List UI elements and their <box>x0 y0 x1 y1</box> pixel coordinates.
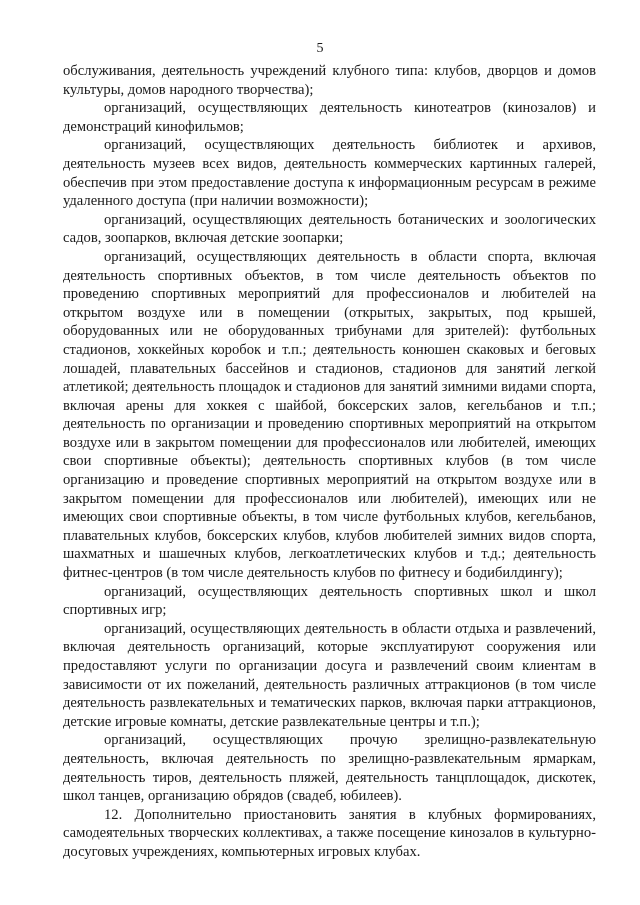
paragraph-libraries-museums: организаций, осуществляющих деятельность библиотек и архивов, деятельность музеев всех видов, деятельность коммерческих картинных галерей, обеспечив при этом предоставление доступа к информационным ресурсам в режиме удаленного доступа (при наличии возможности); <box>63 137 596 210</box>
document-body <box>63 62 596 862</box>
paragraph-zoos: организаций, осуществляющих деятельность ботанических и зоологических садов, зоопарков, включая детские зоопарки; <box>63 211 596 247</box>
page-number: 5 <box>316 41 324 56</box>
paragraph-sports: организаций, осуществляющих деятельность в области спорта, включая деятельность спортивных объектов, в том числе деятельность объектов по проведению спортивных мероприятий для профессионалов и любителей на открытом воздухе или в помещении (открытых, закрытых, под крышей, оборудованных или не оборудованных трибунами для зрителей): футбольных стадионов, хоккейных коробок и т.п.; деятельность конюшен скаковых и беговых лошадей, плавательных бассейнов и стадионов, стадионов для занятий легкой атлетикой; деятельность площадок и стадионов для занятий зимними видами спорта, включая арены для хоккея с шайбой, боксерских залов, кегельбанов и т.п.; деятельность по организации и проведению спортивных мероприятий на открытом воздухе или в закрытом помещении для профессионалов или любителей, имеющих свои спортивные объекты); деятельность спортивных клубов (в том числе организацию и проведение спортивных мероприятий на открытом воздухе или в закрытом помещении для профессионалов или любителей), имеющих или не имеющих свои спортивные объекты, в том числе футбольных клубов, кегельбанов, плавательных клубов, боксерских клубов, клубов любителей зимних видов спорта, шахматных и шашечных клубов, легкоатлетических клубов и т.д.; деятельность фитнес-центров (в том числе деятельность клубов по фитнесу и бодибилдингу); <box>63 248 596 582</box>
paragraph-entertainment: организаций, осуществляющих прочую зрелищно-развлекательную деятельность, включая деятельность по зрелищно-развлекательным ярмаркам, деятельность тиров, деятельность пляжей, деятельность танцплощадок, дискотек, школ танцев, организацию обрядов (свадеб, юбилеев). <box>63 732 596 805</box>
paragraph-cinemas: организаций, осуществляющих деятельность кинотеатров (кинозалов) и демонстраций кинофильмов; <box>63 100 596 135</box>
paragraph-continuation: обслуживания, деятельность учреждений клубного типа: клубов, дворцов и домов культуры, домов народного творчества); <box>63 63 596 98</box>
paragraph-sports-schools: организаций, осуществляющих деятельность спортивных школ и школ спортивных игр; <box>63 583 596 619</box>
paragraph-recreation: организаций, осуществляющих деятельность в области отдыха и развлечений, включая деятельность организаций, которые эксплуатируют сооружения или предоставляют услуги по организации досуга и развлечений своим клиентам в зависимости от их пожеланий, деятельность различных аттракционов (в том числе деятельность развлекательных и тематических парков, включая парки аттракционов, детские игровые комнаты, детские развлекательные центры и т.п.); <box>63 620 596 730</box>
paragraph-item-12: 12. Дополнительно приостановить занятия в клубных формированиях, самодеятельных творческих коллективах, а также посещение кинозалов в культурно-досуговых учреждениях, компьютерных игровых клубах. <box>63 806 596 860</box>
